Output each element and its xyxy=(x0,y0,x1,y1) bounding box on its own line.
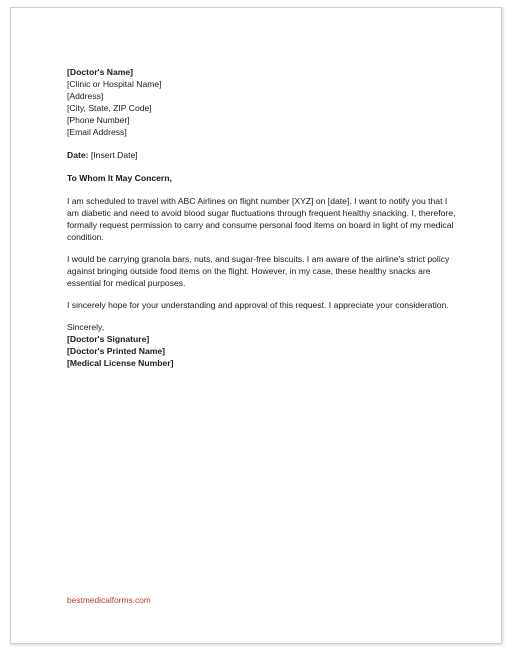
date-label: Date: xyxy=(67,150,89,160)
email-address: [Email Address] xyxy=(67,127,127,137)
doctor-name: [Doctor's Name] xyxy=(67,67,134,77)
phone-number: [Phone Number] xyxy=(67,115,130,125)
doctor-printed-name: [Doctor's Printed Name] xyxy=(67,346,166,356)
city-state-zip: [City, State, ZIP Code] xyxy=(67,103,152,113)
date-value: [Insert Date] xyxy=(88,150,138,160)
footer-website: bestmedicalforms.com xyxy=(67,595,151,605)
address: [Address] xyxy=(67,91,104,101)
clinic-name: [Clinic or Hospital Name] xyxy=(67,79,162,89)
closing-sincerely: Sincerely, xyxy=(67,322,105,332)
body-paragraph-1: I am scheduled to travel with ABC Airlines on flight number [XYZ] on [date]. I want to notify you that I am diabetic and need to avoid blood sugar fluctuations through frequent healthy snacking. I, therefore, formally request permission to carry and consume personal food items on board in light of my medical condition. xyxy=(67,196,456,242)
document-page xyxy=(10,7,502,644)
body-paragraph-2: I would be carrying granola bars, nuts, and sugar-free biscuits. I am aware of the airline's strict policy against bringing outside food items on the flight. However, in my case, these healthy snacks are essential for medical purposes. xyxy=(67,254,450,288)
doctor-signature: [Doctor's Signature] xyxy=(67,334,150,344)
body-paragraph-3: I sincerely hope for your understanding and approval of this request. I appreciate your consideration. xyxy=(67,300,449,310)
medical-license-number: [Medical License Number] xyxy=(67,358,174,368)
letter-content xyxy=(67,66,457,369)
salutation: To Whom It May Concern, xyxy=(67,173,172,183)
date-line xyxy=(67,149,457,161)
